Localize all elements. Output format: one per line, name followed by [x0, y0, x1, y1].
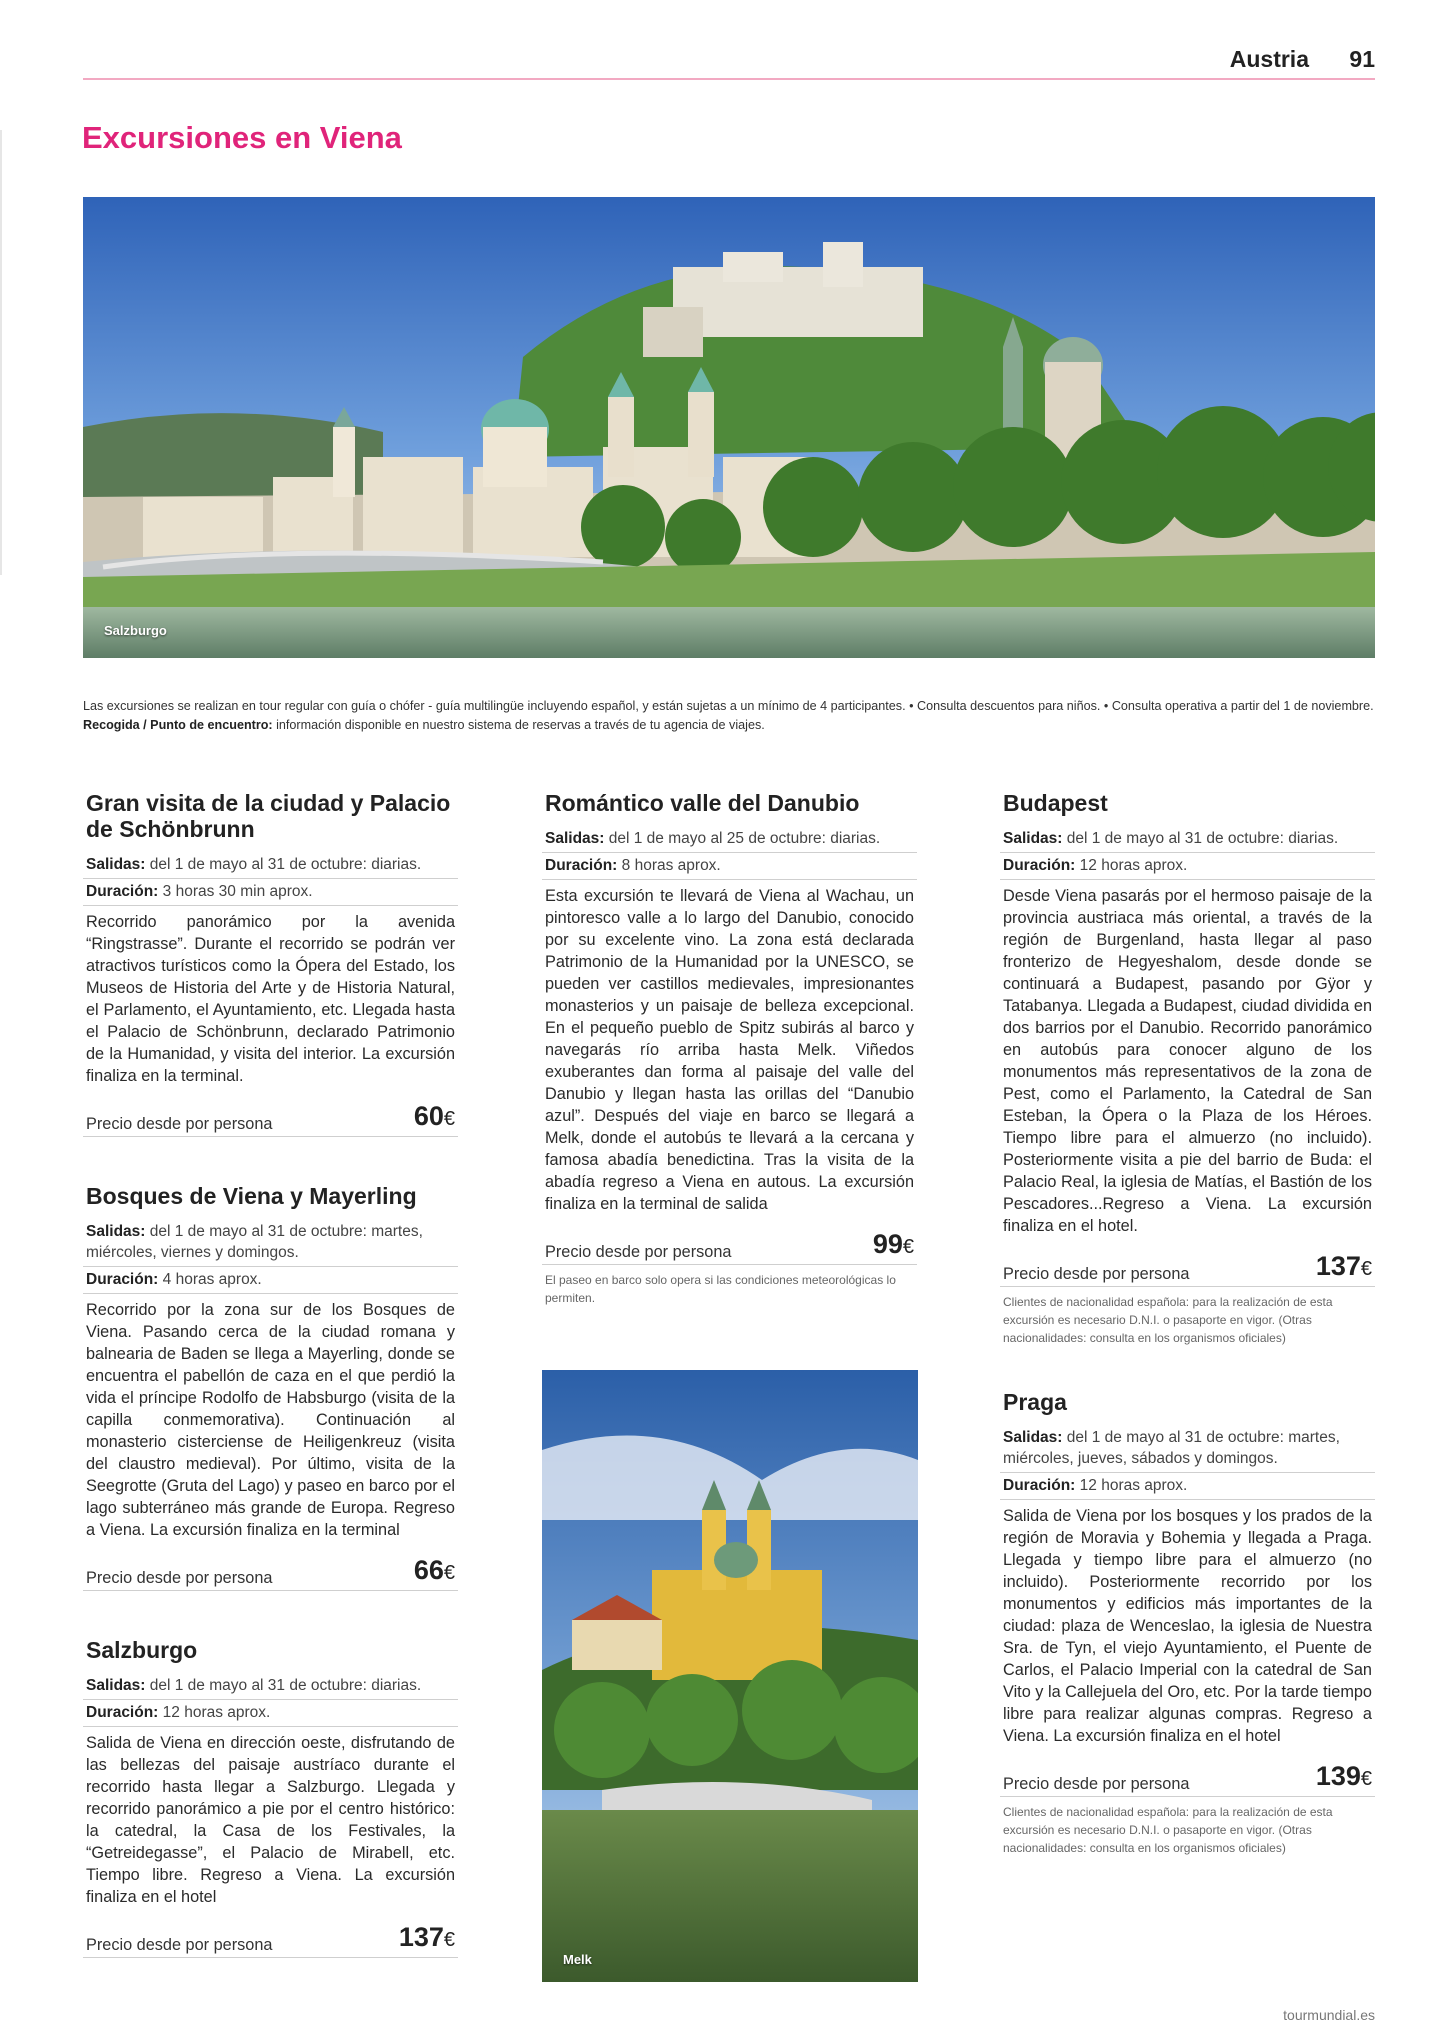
salidas-label: Salidas:: [86, 1677, 146, 1694]
price-value: 99€: [872, 1229, 914, 1259]
salidas-value: del 1 de mayo al 31 de octubre: diarias.: [149, 1677, 422, 1694]
salidas-label: Salidas:: [1003, 1429, 1063, 1446]
duracion-label: Duración:: [1003, 857, 1076, 874]
tour-price-row: [83, 1916, 458, 1958]
tour-duracion: [83, 1267, 458, 1294]
column-middle: [542, 790, 917, 1307]
tour-description: Salida de Viena en dirección oeste, disfrutando de las bellezas del paisaje austríaco durante el recorrido hasta llegar a Salzburgo. Llegada y recorrido panorámico a pie por el centro histórico: la catedral, la Casa de los Festivales, la “Getreidegasse”, el Palacio de Mirabell, etc. Tiempo libre. Regreso a Viena. La excursión finaliza en el hotel: [86, 1734, 455, 1906]
price-label: Precio desde por persona: [1003, 1775, 1190, 1793]
price-value: 137€: [398, 1922, 455, 1952]
melk-abbey-photo-icon: [542, 1370, 918, 1982]
salzburg-photo-icon: [83, 197, 1375, 658]
tour-title: Budapest: [1003, 790, 1108, 816]
duracion-label: Duración:: [86, 883, 159, 900]
tour-salidas: [542, 826, 917, 853]
salidas-value: del 1 de mayo al 31 de octubre: martes, miércoles, jueves, sábados y domingos.: [1003, 1429, 1340, 1467]
duracion-value: 12 horas aprox.: [1079, 1477, 1188, 1494]
tour-title: Bosques de Viena y Mayerling: [86, 1183, 417, 1209]
price-label: Precio desde por persona: [86, 1115, 273, 1133]
price-label: Precio desde por persona: [1003, 1265, 1190, 1283]
tour-price-row: [1000, 1245, 1375, 1287]
tour-price-row: [83, 1095, 458, 1137]
notes-general: Las excursiones se realizan en tour regular con guía o chófer - guía multilingüe incluyendo español, y están sujetas a un mínimo de 4 participantes. • Consulta descuentos para niños. • Consulta operativa a partir del 1 de noviembre.: [83, 699, 1374, 713]
salidas-label: Salidas:: [86, 1223, 146, 1240]
column-right: [1000, 790, 1375, 1857]
duracion-label: Duración:: [545, 857, 618, 874]
tour-salidas: [83, 1673, 458, 1700]
tour-duracion: [83, 1700, 458, 1727]
tour-duracion: [542, 853, 917, 880]
tour-duracion: [1000, 853, 1375, 880]
tour-card-danubio: [542, 790, 917, 1307]
section-title: Excursiones en Viena: [82, 120, 402, 155]
tour-salidas: [1000, 826, 1375, 853]
tour-card-mayerling: [83, 1183, 458, 1591]
tour-fine-print: Clientes de nacionalidad española: para la realización de esta excursión es necesario D.N.I. o pasaporte en vigor. (Otras nacionalidades: consulta en los organismos oficiales): [1003, 1295, 1333, 1345]
salidas-value: del 1 de mayo al 25 de octubre: diarias.: [608, 830, 881, 847]
pickup-text: información disponible en nuestro sistema de reservas a través de tu agencia de viajes.: [276, 718, 765, 732]
duracion-value: 4 horas aprox.: [162, 1271, 262, 1288]
tour-salidas: [83, 852, 458, 879]
footer-website-link[interactable]: tourmundial.es: [1283, 2007, 1375, 2023]
price-label: Precio desde por persona: [86, 1936, 273, 1954]
duracion-value: 12 horas aprox.: [1079, 857, 1188, 874]
price-value: 137€: [1315, 1251, 1372, 1281]
price-value: 66€: [413, 1555, 455, 1585]
tour-title: Praga: [1003, 1389, 1067, 1415]
price-value: 60€: [413, 1101, 455, 1131]
tour-description: Esta excursión te llevará de Viena al Wachau, un pintoresco valle a lo largo del Danubio, conocido por su excelente vino. La zona está declarada Patrimonio de la Humanidad por la UNESCO, se pueden ver castillos medievales, impresionantes monasterios y un paisaje de belleza excepcional. En el pequeño pueblo de Spitz subirás al barco y navegarás río arriba hasta Melk. Viñedos exuberantes dan forma al paisaje del valle del Danubio y llegan hasta las orillas del “Danubio azul”. Después del viaje en barco se llegará a Melk, donde el autobús te llevará a la cercana y famosa abadía benedictina. Tras la visita de la abadía regreso a Viena en autous. La excursión finaliza en la terminal de salida: [545, 887, 914, 1213]
tour-title: Romántico valle del Danubio: [545, 790, 860, 816]
duracion-label: Duración:: [86, 1271, 159, 1288]
price-value: 139€: [1315, 1761, 1372, 1791]
salidas-label: Salidas:: [1003, 830, 1063, 847]
margin-divider: [0, 130, 2, 575]
melk-image-caption: Melk: [563, 1952, 592, 1967]
pickup-label: Recogida / Punto de encuentro:: [83, 718, 273, 732]
tour-description: Recorrido panorámico por la avenida “Ringstrasse”. Durante el recorrido se podrán ver atractivos turísticos como la Ópera del Estado, los Museos de Historia del Arte y de Historia Natural, el Parlamento, el Ayuntamiento, etc. Llegada hasta el Palacio de Schönbrunn, declarado Patrimonio de la Humanidad, y visita del interior. La excursión finaliza en la terminal.: [86, 913, 455, 1085]
tour-duracion: [1000, 1473, 1375, 1500]
tour-price-row: [83, 1549, 458, 1591]
salidas-value: del 1 de mayo al 31 de octubre: diarias.: [149, 856, 422, 873]
salidas-label: Salidas:: [545, 830, 605, 847]
tour-card-salzburgo: [83, 1637, 458, 1958]
tour-description: Recorrido por la zona sur de los Bosques de Viena. Pasando cerca de la ciudad romana y balnearia de Baden se llega a Mayerling, donde se encuentra el pabellón de caza en el que perdió la vida el príncipe Rodolfo de Habsburgo (visita de la capilla conmemorativa). Continuación al monasterio cisterciense de Heiligenkreuz (visita del claustro medieval). Por último, visita de la Seegrotte (Gruta del Lago) y paseo en barco por el lago subterráneo más grande de Europa. Regreso a Viena. La excursión finaliza en la terminal: [86, 1301, 455, 1539]
duracion-value: 12 horas aprox.: [162, 1704, 271, 1721]
duracion-value: 8 horas aprox.: [621, 857, 721, 874]
notes-pickup: [83, 716, 1375, 735]
tour-duracion: [83, 879, 458, 906]
tour-fine-print: Clientes de nacionalidad española: para la realización de esta excursión es necesario D.N.I. o pasaporte en vigor. (Otras nacionalidades: consulta en los organismos oficiales): [1003, 1805, 1333, 1855]
tour-card-schonbrunn: [83, 790, 458, 1137]
tour-salidas: [1000, 1425, 1375, 1473]
excursion-notes: [83, 697, 1375, 735]
page-number: 91: [1349, 46, 1375, 72]
tour-fine-print: El paseo en barco solo opera si las condiciones meteorológicas lo permiten.: [545, 1273, 896, 1305]
melk-image: [542, 1370, 918, 1982]
tour-card-budapest: [1000, 790, 1375, 1347]
tour-description: Salida de Viena por los bosques y los prados de la región de Moravia y Bohemia y llegada a Praga. Llegada y tiempo libre para el almuerzo (no incluido). Posteriormente recorrido por los monumentos y edificios más importantes de la ciudad: plaza de Wenceslao, la iglesia de Nuestra Sra. de Tyn, el viejo Ayuntamiento, el Puente de Carlos, el Palacio Imperial con la catedral de San Vito y la Callejuela del Oro, etc. Por la tarde tiempo libre para realizar algunas compras. Regreso a Viena. La excursión finaliza en el hotel: [1003, 1507, 1372, 1745]
tour-title: Gran visita de la ciudad y Palacio de Schönbrunn: [86, 790, 451, 842]
tour-price-row: [1000, 1755, 1375, 1797]
tour-title: Salzburgo: [86, 1637, 198, 1663]
column-left: [83, 790, 458, 1958]
duracion-label: Duración:: [1003, 1477, 1076, 1494]
duracion-value: 3 horas 30 min aprox.: [162, 883, 313, 900]
price-label: Precio desde por persona: [545, 1243, 732, 1261]
tour-price-row: [542, 1223, 917, 1265]
page-header: [83, 46, 1375, 80]
tour-description: Desde Viena pasarás por el hermoso paisaje de la provincia austriaca más oriental, a través de la región de Burgenland, hasta llegar al paso fronterizo de Hegyeshalom, desde donde se continuará a Budapest, pasando por Gÿor y Tatabanya. Llegada a Budapest, ciudad dividida en dos barrios por el Danubio. Recorrido panorámico en autobús para conocer alguno de los monumentos más representativos de la zona de Pest, como el Parlamento, la Catedral de San Esteban, la Ópera o la Plaza de los Héroes. Tiempo libre para el almuerzo (no incluido). Posteriormente visita a pie del barrio de Buda: el Palacio Real, la iglesia de Matías, el Bastión de los Pescadores...Regreso a Viena. La excursión finaliza en el hotel.: [1003, 887, 1372, 1235]
salidas-value: del 1 de mayo al 31 de octubre: martes, miércoles, viernes y domingos.: [86, 1223, 423, 1261]
salidas-label: Salidas:: [86, 856, 146, 873]
tour-card-praga: [1000, 1389, 1375, 1857]
header-country: Austria: [1229, 46, 1309, 72]
salidas-value: del 1 de mayo al 31 de octubre: diarias.: [1066, 830, 1339, 847]
duracion-label: Duración:: [86, 1704, 159, 1721]
hero-image-salzburgo: [83, 197, 1375, 658]
hero-image-caption: Salzburgo: [104, 623, 167, 638]
tour-salidas: [83, 1219, 458, 1267]
price-label: Precio desde por persona: [86, 1569, 273, 1587]
